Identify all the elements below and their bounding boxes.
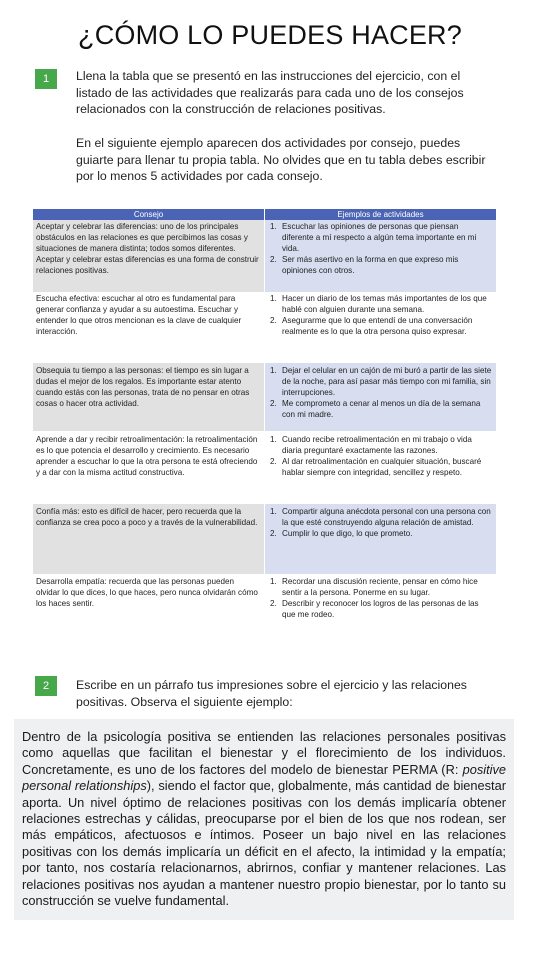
- list-item: 2. Cumplir lo que digo, lo que prometo.: [270, 528, 413, 538]
- tip-text: uno de los principales obstáculos en las relaciones es que percibimos las cosas y situaciones de manera distinta; todos somos diferentes. Aceptar y celebrar estas diferencias es una forma de construir relaciones positivas.: [36, 222, 259, 275]
- list-item: 1. Escuchar las opiniones de personas que piensan diferente a mí respecto a algún tema importante en mi vida.: [270, 222, 477, 253]
- table-header-consejo: Consejo: [33, 209, 264, 220]
- list-item: 2. Describir y reconocer los logros de las personas de las que me rodeo.: [270, 598, 479, 619]
- table-cell-tip: [33, 220, 264, 292]
- tip-text: recuerda que las personas pueden olvidar lo que dices, lo que haces, pero nunca olvidarán cómo los haces sentir.: [36, 577, 258, 608]
- step-1-note: En el siguiente ejemplo aparecen dos actividades por consejo, puedes guiarte para llenar tu propia tabla. No olvides que en tu tabla debes escribir por lo menos 5 actividades por cada consejo.: [76, 136, 486, 183]
- italic-term: positive personal relationships: [22, 761, 506, 794]
- list-item: 1. Recordar una discusión reciente, pensar en cómo hice sentir a la persona. Ponerme en su lugar.: [270, 577, 478, 597]
- table-cell-tip: [33, 574, 264, 644]
- table-cell-examples: [265, 363, 496, 431]
- tip-title: Desarrolla empatía:: [36, 577, 107, 586]
- table-cell-tip: [33, 363, 264, 431]
- table-cell-tip: [33, 292, 264, 363]
- tip-title: Aprende a dar y recibir retroalimentación:: [36, 435, 185, 444]
- tip-text: escuchar al otro es fundamental para generar confianza y ayudar a su autoestima. Escuchar y entender lo que otros mencionan es la clave de cualquier interacción.: [36, 294, 242, 336]
- table-cell-examples: [265, 431, 496, 504]
- list-item: 1. Dejar el celular en un cajón de mi buró a partir de las siete de la noche, para así pasar más tiempo con mi familia, sin interrupciones.: [270, 366, 492, 397]
- step-1-instructions: Llena la tabla que se presentó en las instrucciones del ejercicio, con el listado de las actividades que realizarás para cada uno de los consejos relacionados con la construcción de relaciones positivas.: [76, 69, 464, 116]
- list-item: 1. Hacer un diario de los temas más importantes de los que hablé con alguien durante una semana.: [270, 294, 487, 314]
- table-cell-examples: [265, 220, 496, 292]
- step-2-instructions: Escribe en un párrafo tus impresiones sobre el ejercicio y las relaciones positivas. Observa el siguiente ejemplo:: [76, 678, 467, 709]
- list-item: 2. Me comprometo a cenar al menos un día de la semana con mi madre.: [270, 398, 481, 419]
- table-cell-examples: [265, 292, 496, 363]
- step-2-badge: 2: [35, 676, 57, 696]
- table-cell-tip: [33, 431, 264, 504]
- example-paragraph: Dentro de la psicología positiva se entienden las relaciones personales positivas como aquellas que facilitan el bienestar y el florecimiento de los individuos. Concretamente, es uno de los factores del modelo de bienestar PERMA (R: positive personal relationships), siendo el factor que, globalmente, más cantidad de bienestar aporta. Un nivel óptimo de relaciones positivas con los demás implicaría obtener relaciones estrechas y cálidas, preocuparse por el bien de los que nos rodean, ser más empáticos, afectuosos e íntimos. Poseer un bajo nivel en las relaciones positivas con los demás implicaría un déficit en el afecto, la intimidad y la empatía; por tanto, nos costaría relacionarnos, abrirnos, confiar y mantener relaciones. Las relaciones positivas nos ayudan a mantener nuestro propio bienestar, por lo tanto su construcción se vuelve fundamental.: [14, 719, 514, 920]
- tip-title: Aceptar y celebrar las diferencias:: [36, 222, 158, 231]
- list-item: 2. Al dar retroalimentación en cualquier situación, buscaré hablar siempre con integridad, sencillez y respeto.: [270, 456, 482, 477]
- tip-title: Obsequia tu tiempo a las personas:: [36, 366, 164, 375]
- list-item: 2. Ser más asertivo en la forma en que expreso mis opiniones con otros.: [270, 254, 459, 275]
- table-header-ejemplos: Ejemplos de actividades: [265, 209, 496, 220]
- tip-title: Confía más:: [36, 507, 80, 516]
- list-item: 1. Compartir alguna anécdota personal con una persona con la que esté construyendo alguna relación de amistad.: [270, 507, 491, 527]
- table-cell-tip: [33, 504, 264, 574]
- page-title: ¿CÓMO LO PUEDES HACER?: [78, 20, 462, 50]
- tip-title: Escucha efectiva:: [36, 294, 100, 303]
- tip-text: el tiempo es sin lugar a dudas el mejor de los regalos. Es importante estar atento cuando estás con las personas, trata de no pensar en otras cosas o hacer otra actividad.: [36, 366, 250, 408]
- list-item: 1. Cuando recibe retroalimentación en mi trabajo o vida diaria preguntaré exactamente las razones.: [270, 435, 472, 455]
- table-cell-examples: [265, 574, 496, 644]
- table-cell-examples: [265, 504, 496, 574]
- step-1-badge: 1: [35, 69, 57, 89]
- tip-text: esto es difícil de hacer, pero recuerda que la confianza se crea poco a poco y a través de la vulnerabilidad.: [36, 507, 258, 527]
- tip-text: la retroalimentación es lo que potencia el desarrollo y crecimiento. Es necesario aprender a escuchar lo que la otra persona te está ofreciendo y a dar con la misma actitud constructiva.: [36, 435, 258, 477]
- list-item: 2. Asegurarme que lo que entendí de una conversación realmente es lo que la otra persona quiso expresar.: [270, 315, 473, 336]
